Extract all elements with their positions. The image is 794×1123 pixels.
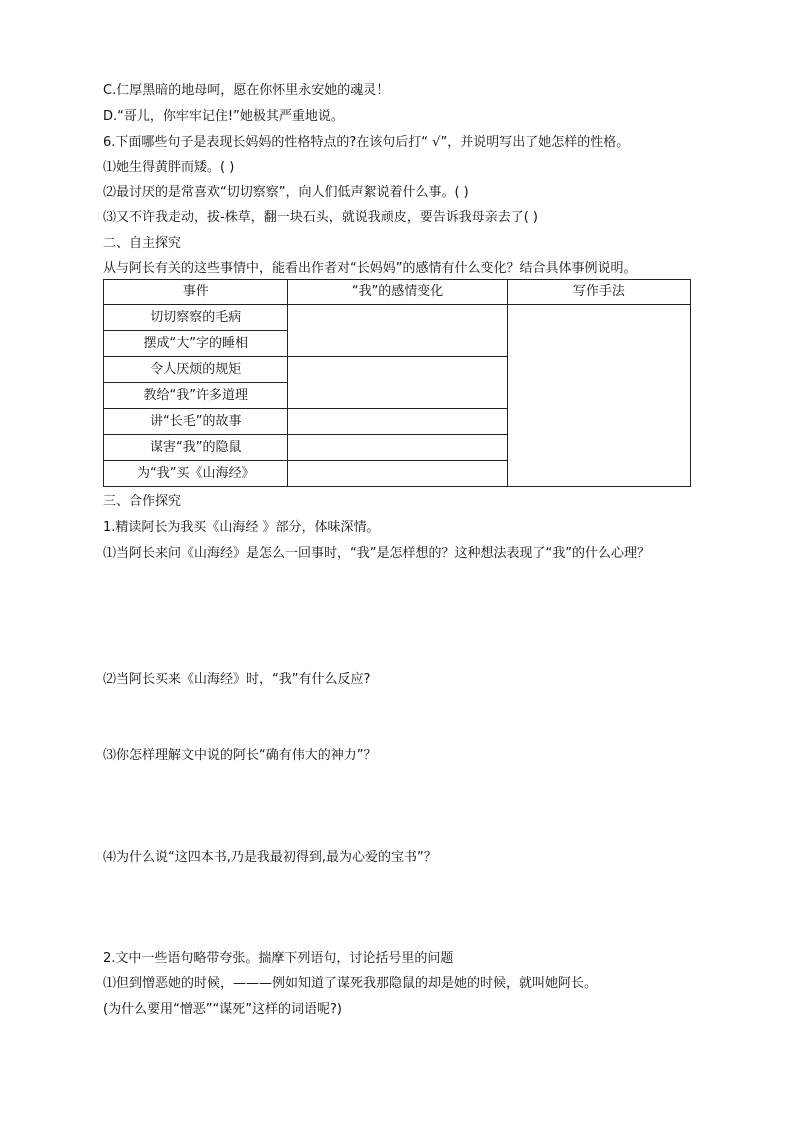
feeling-answer-cell[interactable] [288, 305, 507, 357]
option-d: D.“哥儿，你牢牢记住!”她极其严重地说。 [103, 109, 344, 124]
section-2-heading: 二、自主探究 [103, 236, 182, 251]
section-3-heading: 三、合作探究 [103, 494, 182, 509]
question-1-stem: 1.精读阿长为我买《山海经 》部分，体味深情。 [103, 520, 380, 535]
table-header-row [104, 280, 691, 305]
feeling-answer-cell[interactable] [288, 409, 507, 435]
option-c: C.仁厚黑暗的地母呵，愿在你怀里永安她的魂灵！ [103, 83, 390, 98]
table-event-cell: 谋害“我”的隐鼠 [104, 435, 288, 461]
feeling-answer-cell[interactable] [288, 435, 507, 461]
feeling-answer-cell[interactable] [288, 461, 507, 487]
question-1-item-4: ⑷为什么说“这四本书,乃是我最初得到,最为心爱的宝书”？ [103, 850, 437, 865]
section-2-prompt: 从与阿长有关的这些事情中，能看出作者对“长妈妈”的感情有什么变化？结合具体事例说明。 [103, 261, 637, 276]
question-2-stem: 2.文中一些语句略带夸张。揣摩下列语句，讨论括号里的问题 [103, 951, 454, 966]
question-2-hint: (为什么要用“憎恶”“谋死”这样的词语呢?) [103, 1002, 342, 1017]
question-6-item-1: ⑴她生得黄胖而矮。( ) [103, 160, 235, 175]
emotion-change-table [103, 279, 691, 487]
table-header-event: 事件 [104, 280, 288, 305]
table-event-cell: 摆成“大”字的睡相 [104, 331, 288, 357]
table-event-cell: 切切察察的毛病 [104, 305, 288, 331]
question-1-item-1: ⑴当阿长来问《山海经》是怎么一回事时，“我”是怎样想的？这种想法表现了“我”的什么心理？ [103, 546, 650, 561]
question-1-item-2: ⑵当阿长买来《山海经》时，“我”有什么反应? [103, 672, 371, 687]
technique-answer-cell[interactable] [507, 305, 690, 487]
feeling-answer-cell[interactable] [288, 357, 507, 409]
question-6-item-3: ⑶又不许我走动，拔-株草，翻一块石头，就说我顽皮，要告诉我母亲去了( ) [103, 210, 538, 225]
table-event-cell: 令人厌烦的规矩 [104, 357, 288, 383]
question-2-item-1: ⑴但到憎恶她的时候，———例如知道了谋死我那隐鼠的却是她的时候，就叫她阿长。 [103, 976, 598, 991]
table-header-feeling: “我”的感情变化 [288, 280, 507, 305]
question-1-item-3: ⑶你怎样理解文中说的阿长“确有伟大的神力”？ [103, 748, 377, 763]
table-event-cell: 教给“我”许多道理 [104, 383, 288, 409]
table-row [104, 305, 691, 331]
table-event-cell: 为“我”买《山海经》 [104, 461, 288, 487]
table-header-technique: 写作手法 [507, 280, 690, 305]
question-6-item-2: ⑵最讨厌的是常喜欢“切切察察”，向人们低声絮说着什么事。( ) [103, 185, 469, 200]
question-6-stem: 6.下面哪些句子是表现长妈妈的性格特点的?在该句后打“ √”，并说明写出了她怎样的性格。 [103, 135, 630, 150]
table-event-cell: 讲“长毛”的故事 [104, 409, 288, 435]
